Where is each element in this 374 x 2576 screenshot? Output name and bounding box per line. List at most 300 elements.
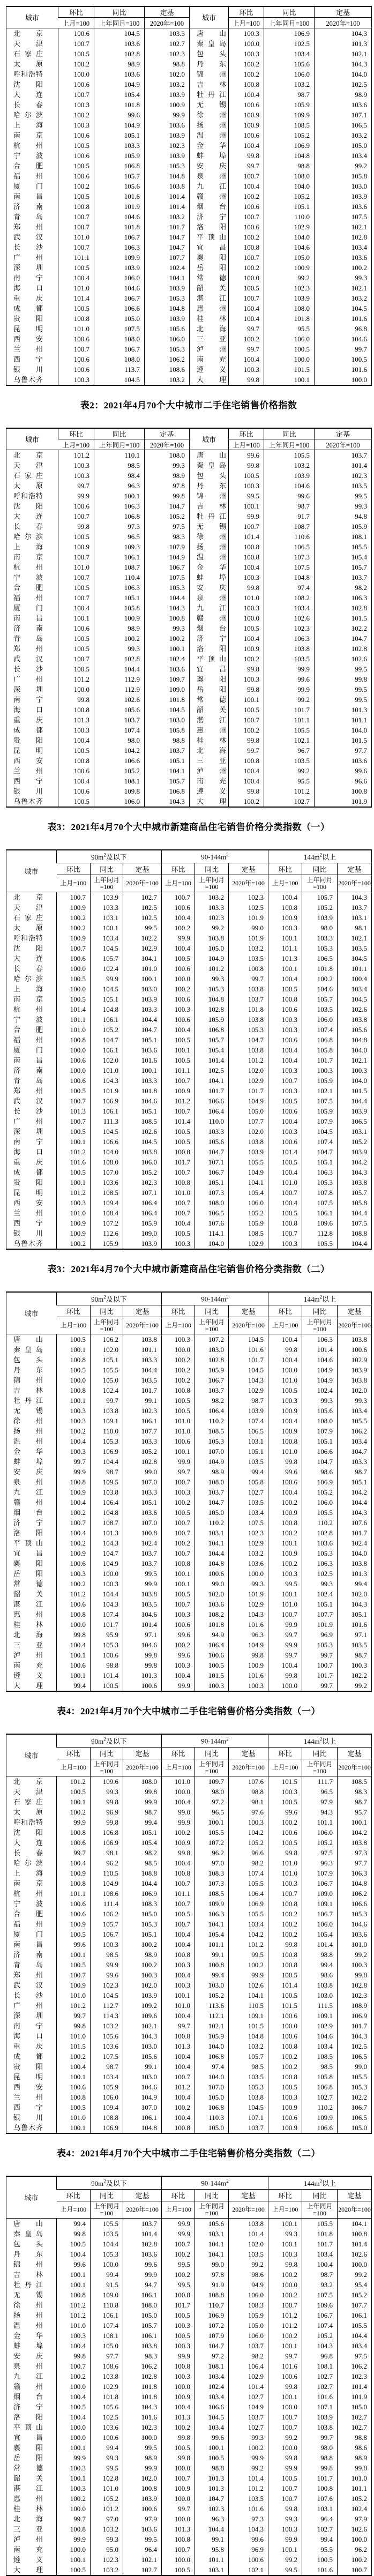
city-name-label: 九江 [197, 604, 226, 612]
city-cell [6, 1157, 57, 1167]
size-group-header: $90-144m^2$ [162, 2176, 268, 2190]
base-value-cell: 103.6 [123, 2524, 162, 2534]
base-value-cell: 98.2 [315, 583, 372, 593]
base-value-cell: 105.6 [338, 1025, 372, 1035]
mom-value-cell: 100.8 [268, 2041, 302, 2051]
city-cell [6, 59, 58, 69]
mom-value-cell: 100.5 [229, 623, 264, 633]
base-value-cell: 105.1 [338, 1609, 372, 1619]
base-value-cell: 107.4 [229, 1416, 268, 1426]
base-value-cell: 105.2 [229, 1208, 268, 1218]
city-cell [190, 151, 229, 161]
yoy-value-cell: 102.3 [264, 623, 315, 633]
table-row [6, 974, 372, 984]
mom-value-cell: 100.1 [57, 2280, 91, 2290]
base-value-cell: 102.7 [229, 1487, 268, 1497]
yoy-value-cell: 100.1 [94, 491, 145, 501]
city-name-label: 呼和浩特 [13, 492, 43, 500]
city-name-label: 南充 [13, 2545, 43, 2553]
base-value-cell: 102.1 [315, 222, 372, 232]
base-value-cell: 100.2 [123, 1960, 162, 1970]
yoy-value-cell: 105.9 [302, 1076, 338, 1086]
base-value-cell: 104.4 [123, 1878, 162, 1888]
table3-part1-section [6, 822, 371, 1250]
city-name-label: 南充 [13, 1661, 43, 1669]
yoy-value-cell: 102.0 [195, 1589, 229, 1599]
base-value-cell: 105.7 [229, 2051, 268, 2062]
base-value-cell: 94.9 [229, 2280, 268, 2290]
base-value-cell: 103.8 [338, 1375, 372, 1385]
base-value-cell: 100.2 [315, 263, 372, 273]
city-name-label: 福州 [13, 1920, 43, 1928]
city-cell [190, 715, 229, 725]
city-name-label: 锦州 [197, 492, 226, 500]
base-value-cell: 103.6 [145, 120, 190, 130]
yoy-value-cell: 99.4 [195, 1970, 229, 1980]
city-cell [6, 715, 58, 725]
base-value-cell: 104.3 [229, 1375, 268, 1385]
mom-value-cell: 100.2 [57, 1807, 91, 1817]
yoy-value-cell: 105.6 [91, 2031, 123, 2041]
yoy-value-cell: 96.4 [302, 2514, 338, 2524]
city-cell [6, 2514, 57, 2524]
yoy-value-cell: 101.7 [195, 1086, 229, 1096]
base-value-cell: 103.3 [123, 1004, 162, 1014]
yoy-value-cell: 101.6 [94, 191, 145, 201]
index-type-header: 环比 [162, 1305, 195, 1317]
mom-value-cell: 100.5 [58, 191, 94, 201]
base-value-cell: 104.9 [145, 552, 190, 562]
base-value-cell: 98.2 [123, 1848, 162, 1858]
table4-secondhand-category-index-part2 [6, 2176, 372, 2576]
mom-value-cell: 100.0 [229, 613, 264, 623]
city-name-label: 乌鲁木齐 [13, 797, 43, 805]
yoy-value-cell: 104.8 [195, 994, 229, 1004]
table-row [6, 1640, 372, 1650]
city-name-label: 惠州 [13, 1610, 43, 1618]
table-row [6, 2249, 372, 2259]
table-row [6, 100, 372, 110]
yoy-value-cell: 103.9 [94, 263, 145, 273]
yoy-value-cell: 107.3 [195, 1878, 229, 1888]
yoy-value-cell: 105.1 [91, 994, 123, 1004]
yoy-value-cell: 105.5 [91, 1365, 123, 1375]
table-row [6, 161, 372, 171]
mom-value-cell: 100.0 [162, 2555, 195, 2565]
base-value-cell: 102.0 [229, 1065, 268, 1076]
table-row [6, 2290, 372, 2300]
mom-value-cell: 100.5 [268, 1970, 302, 1980]
base-value-cell: 103.6 [315, 100, 372, 110]
table-row [6, 1467, 372, 1477]
base-value-cell: 100.8 [123, 1528, 162, 1538]
yoy-value-cell: 106.2 [91, 1909, 123, 1919]
header-row [6, 439, 372, 450]
mom-value-cell: 101.0 [57, 1208, 91, 1218]
city-cell [6, 796, 58, 807]
base-value-cell: 101.4 [145, 201, 190, 212]
base-value-cell: 104.5 [229, 1334, 268, 1345]
yoy-value-cell: 100.6 [91, 1650, 123, 1660]
base-value-cell: 97.3 [338, 1848, 372, 1858]
yoy-value-cell: 105.9 [264, 100, 315, 110]
mom-value-cell: 101.0 [58, 283, 94, 293]
city-name-label: 重庆 [13, 1158, 43, 1166]
mom-value-cell: 100.4 [162, 2092, 195, 2102]
base-value-cell: 104.8 [123, 2123, 162, 2133]
city-name-label: 岳阳 [13, 1570, 43, 1578]
yoy-value-cell: 108.0 [195, 1477, 229, 1487]
yoy-value-cell: 106.4 [195, 1640, 229, 1650]
city-cell [190, 375, 229, 385]
yoy-value-cell: 100.6 [91, 2432, 123, 2443]
mom-value-cell: 99.9 [57, 2453, 91, 2463]
base-value-cell: 102.5 [229, 902, 268, 913]
base-value-cell: 105.1 [123, 1827, 162, 1838]
city-name-label: 深圳 [13, 264, 43, 272]
city-name-label: 吉林 [197, 80, 226, 88]
yoy-value-cell: 103.2 [91, 2524, 123, 2534]
base-value-cell: 101.3 [315, 705, 372, 715]
base-value-cell: 102.0 [145, 69, 190, 79]
mom-value-cell: 100.7 [58, 222, 94, 232]
city-cell [6, 1025, 57, 1035]
base-value-cell: 103.7 [123, 2219, 162, 2229]
mom-value-cell: 101.0 [268, 1177, 302, 1188]
table-row [6, 1888, 372, 1899]
city-name-label: 烟台 [13, 2393, 43, 2401]
city-name-label: 武汉 [13, 1097, 43, 1105]
table-row [6, 1518, 372, 1528]
city-name-label: 遵义 [13, 2556, 43, 2564]
yoy-value-cell: 105.8 [302, 1045, 338, 1055]
mom-value-cell: 100.7 [162, 892, 195, 903]
base-value-cell: 105.0 [123, 1909, 162, 1919]
base-value-cell: 101.7 [338, 1528, 372, 1538]
table-row [6, 2300, 372, 2310]
mom-value-cell: 100.2 [268, 1497, 302, 1507]
index-type-header: 环比 [162, 2190, 195, 2201]
yoy-value-cell: 96.3 [94, 481, 145, 491]
mom-value-cell: 101.1 [162, 1065, 195, 1076]
yoy-value-cell: 100.6 [195, 1650, 229, 1660]
yoy-value-cell: 106.3 [302, 1167, 338, 1177]
city-cell [190, 766, 229, 776]
index-base-header: 上月=100 [58, 439, 94, 450]
mom-value-cell: 100.8 [162, 2361, 195, 2371]
base-value-cell: 107.7 [338, 2300, 372, 2310]
city-cell [190, 263, 229, 273]
base-value-cell: 108.3 [229, 2300, 268, 2310]
table-row [6, 735, 372, 745]
yoy-value-cell: 101.8 [302, 2229, 338, 2239]
yoy-value-cell: 106.4 [195, 1406, 229, 1416]
mom-value-cell: 100.7 [162, 2239, 195, 2249]
city-cell [6, 375, 58, 385]
yoy-value-cell: 104.3 [91, 1076, 123, 1086]
city-name-label: 上海 [13, 985, 43, 993]
city-name-label: 大连 [13, 91, 43, 99]
yoy-value-cell: 101.5 [264, 364, 315, 375]
city-cell [190, 593, 229, 603]
mom-value-cell: 100.3 [162, 2371, 195, 2381]
table-row [6, 1014, 372, 1025]
base-value-cell: 104.0 [315, 69, 372, 79]
mom-value-cell: 100.0 [57, 2422, 91, 2432]
base-value-cell: 103.5 [229, 2249, 268, 2259]
mom-value-cell: 101.0 [57, 2031, 91, 2041]
yoy-value-cell: 101.4 [195, 1055, 229, 1065]
table-row [6, 49, 372, 59]
mom-value-cell: 100.4 [268, 1045, 302, 1055]
base-value-cell: 104.4 [338, 1208, 372, 1218]
city-cell [6, 2555, 57, 2565]
mom-value-cell: 100.8 [58, 756, 94, 766]
yoy-value-cell: 98.9 [94, 59, 145, 69]
base-value-cell: 99.7 [315, 344, 372, 354]
yoy-value-cell: 106.7 [302, 1909, 338, 1919]
yoy-value-cell: 103.1 [195, 1528, 229, 1538]
city-name-label: 温州 [197, 553, 226, 561]
yoy-value-cell: 96.2 [91, 1858, 123, 1868]
yoy-value-cell: 108.2 [195, 1609, 229, 1619]
city-name-label: 遵义 [13, 1671, 43, 1679]
base-value-cell: 103.0 [123, 2072, 162, 2082]
yoy-value-cell: 101.8 [94, 222, 145, 232]
yoy-value-cell: 105.0 [91, 1375, 123, 1385]
mom-value-cell: 100.3 [162, 1980, 195, 1990]
city-name-label: 济南 [13, 203, 43, 211]
yoy-value-cell: 100.9 [264, 263, 315, 273]
index-type-header: 定基 [338, 1305, 372, 1317]
yoy-value-cell: 104.6 [264, 481, 315, 491]
mom-value-cell: 100.9 [268, 1426, 302, 1436]
yoy-value-cell: 102.5 [91, 2412, 123, 2422]
mom-value-cell: 100.5 [162, 1228, 195, 1238]
city-cell [6, 491, 58, 501]
city-cell [6, 1137, 57, 1147]
city-name-label: 呼和浩特 [13, 1818, 43, 1826]
yoy-value-cell: 103.4 [264, 603, 315, 613]
city-name-label: 哈尔滨 [13, 1859, 43, 1867]
base-value-cell: 102.1 [123, 2021, 162, 2031]
mom-value-cell: 100.7 [57, 1096, 91, 1106]
table-row [6, 471, 372, 481]
yoy-value-cell: 105.4 [195, 1929, 229, 1939]
base-value-cell: 99.9 [229, 2453, 268, 2463]
city-cell [6, 1035, 57, 1045]
mom-value-cell: 99.8 [268, 1457, 302, 1467]
city-name-label: 包头 [13, 2240, 43, 2248]
city-name-label: 泸州 [13, 1651, 43, 1659]
yoy-value-cell: 108.7 [91, 1518, 123, 1528]
city-cell [6, 471, 58, 481]
base-value-cell: 102.3 [338, 1990, 372, 2000]
city-cell [6, 2504, 57, 2514]
mom-value-cell: 99.9 [57, 1467, 91, 1477]
yoy-value-cell: 104.7 [302, 1457, 338, 1467]
yoy-value-cell: 114.1 [195, 1228, 229, 1238]
mom-value-cell: 100.8 [268, 2072, 302, 2082]
base-value-cell: 104.4 [338, 2331, 372, 2341]
base-value-cell: 104.6 [123, 2082, 162, 2092]
yoy-value-cell: 103.3 [94, 140, 145, 151]
base-value-cell: 99.3 [229, 1579, 268, 1589]
mom-value-cell: 100.5 [162, 1035, 195, 1045]
mom-value-cell: 99.6 [268, 1467, 302, 1477]
base-value-cell: 103.3 [145, 28, 190, 39]
city-name-label: 海口 [13, 2032, 43, 2040]
base-value-cell: 102.7 [145, 39, 190, 49]
city-name-label: 襄阳 [197, 253, 226, 262]
index-base-header: 上月=100 [162, 1759, 195, 1776]
base-value-cell: 100.2 [338, 2555, 372, 2565]
city-name-label: 岳阳 [197, 685, 226, 693]
base-value-cell: 103.9 [338, 1147, 372, 1157]
mom-value-cell: 100.7 [57, 943, 91, 953]
city-name-label: 北京 [13, 1778, 43, 1786]
mom-value-cell: 100.0 [57, 2504, 91, 2514]
table-row [6, 2021, 372, 2031]
city-name-label: 宁波 [13, 152, 43, 160]
mom-value-cell: 100.3 [162, 1004, 195, 1014]
index-type-header: 定基 [123, 1748, 162, 1759]
city-column-header: 城市 [6, 1292, 57, 1334]
mom-value-cell: 101.0 [268, 1858, 302, 1868]
mom-value-cell: 100.7 [58, 212, 94, 222]
base-value-cell: 100.4 [338, 974, 372, 984]
mom-value-cell: 100.3 [162, 2341, 195, 2351]
yoy-value-cell: 106.1 [91, 1045, 123, 1055]
base-value-cell: 98.1 [338, 923, 372, 933]
table-row [6, 1776, 372, 1787]
base-value-cell: 102.9 [123, 943, 162, 953]
mom-value-cell: 100.4 [229, 181, 264, 191]
yoy-value-cell: 107.1 [195, 1157, 229, 1167]
mom-value-cell: 99.8 [57, 2351, 91, 2361]
index-base-header: 上年同月=100 [264, 18, 315, 28]
index-type-header: 同比 [91, 863, 123, 875]
index-type-header: 环比 [268, 2190, 302, 2201]
yoy-value-cell: 105.3 [302, 943, 338, 953]
yoy-value-cell: 109.1 [302, 1899, 338, 1909]
mom-value-cell: 100.5 [162, 1507, 195, 1518]
mom-value-cell: 100.9 [268, 2123, 302, 2133]
table-row [6, 1004, 372, 1014]
table-row [6, 2361, 372, 2371]
base-value-cell: 101.4 [123, 2229, 162, 2239]
mom-value-cell: 100.6 [268, 2371, 302, 2381]
mom-value-cell: 100.9 [162, 2483, 195, 2493]
city-cell [6, 1436, 57, 1446]
base-value-cell: 101.6 [123, 2412, 162, 2422]
table-row [6, 725, 372, 735]
base-value-cell: 102.2 [123, 933, 162, 943]
city-cell [190, 613, 229, 623]
city-name-label: 武汉 [13, 1981, 43, 1989]
city-name-label: 西安 [13, 335, 43, 343]
size-group-header: $90-144m^2$ [162, 1734, 268, 1748]
mom-value-cell: 100.4 [268, 892, 302, 903]
base-value-cell: 101.0 [338, 1939, 372, 1950]
mom-value-cell: 100.4 [229, 354, 264, 364]
mom-value-cell: 100.5 [268, 1990, 302, 2000]
base-value-cell: 103.3 [123, 1076, 162, 1086]
yoy-value-cell: 98.9 [94, 623, 145, 633]
base-value-cell: 104.6 [123, 1640, 162, 1650]
base-value-cell: 107.5 [229, 1518, 268, 1528]
table-body [6, 2219, 372, 2576]
city-name-label: 长沙 [13, 243, 43, 251]
mom-value-cell: 101.0 [162, 1776, 195, 1787]
table-row [6, 623, 372, 633]
table-row [6, 501, 372, 511]
mom-value-cell: 100.6 [58, 130, 94, 140]
yoy-value-cell: 111.4 [91, 1899, 123, 1909]
city-cell [6, 1650, 57, 1660]
city-name-label: 乌鲁木齐 [13, 1240, 43, 1248]
mom-value-cell: 100.3 [57, 1446, 91, 1457]
mom-value-cell: 100.4 [57, 1640, 91, 1650]
mom-value-cell: 100.2 [162, 2249, 195, 2259]
city-name-label: 金华 [13, 2332, 43, 2340]
mom-value-cell: 100.0 [268, 2402, 302, 2412]
yoy-value-cell: 105.3 [195, 1436, 229, 1446]
base-value-cell: 107.0 [123, 1477, 162, 1487]
index-type-header: 定基 [229, 1305, 268, 1317]
city-name-label: 秦皇岛 [197, 461, 226, 469]
mom-value-cell: 100.6 [162, 994, 195, 1004]
city-cell [6, 2280, 57, 2290]
index-base-header: 上年同月 =100 [91, 2201, 123, 2219]
city-name-label: 北京 [13, 451, 43, 459]
yoy-value-cell: 99.2 [264, 273, 315, 283]
index-base-header: 上年同月 =100 [91, 875, 123, 892]
city-name-label: 徐州 [13, 2301, 43, 2309]
table-row [6, 2112, 372, 2123]
mom-value-cell: 100.7 [229, 715, 264, 725]
mom-value-cell: 100.0 [162, 2463, 195, 2473]
yoy-value-cell: 99.4 [302, 1960, 338, 1970]
yoy-value-cell: 108.4 [91, 1208, 123, 1218]
city-name-label: 银川 [13, 365, 43, 374]
base-value-cell: 107.0 [123, 1518, 162, 1528]
base-value-cell: 107.5 [145, 572, 190, 583]
city-cell [190, 49, 229, 59]
base-value-cell: 101.4 [229, 2381, 268, 2392]
yoy-value-cell: 99.8 [91, 1817, 123, 1827]
city-name-label: 九江 [197, 182, 226, 190]
mom-value-cell: 101.0 [162, 1416, 195, 1426]
base-value-cell: 100.1 [338, 1817, 372, 1827]
mom-value-cell: 100.2 [57, 2051, 91, 2062]
base-value-cell: 99.2 [338, 1681, 372, 1691]
base-value-cell: 99.1 [123, 1395, 162, 1406]
header-row [6, 850, 372, 863]
yoy-value-cell: 101.2 [195, 964, 229, 974]
base-value-cell: 103.0 [123, 2041, 162, 2051]
yoy-value-cell: 106.6 [94, 756, 145, 766]
mom-value-cell: 100.7 [162, 2473, 195, 2483]
table-row [6, 654, 372, 664]
yoy-value-cell: 105.5 [302, 1507, 338, 1518]
city-cell [6, 1457, 57, 1467]
base-value-cell: 99.4 [123, 1817, 162, 1827]
base-value-cell: 105.4 [315, 552, 372, 562]
yoy-value-cell: 102.1 [302, 1086, 338, 1096]
base-value-cell: 102.8 [123, 1457, 162, 1467]
mom-value-cell: 100.2 [229, 725, 264, 735]
